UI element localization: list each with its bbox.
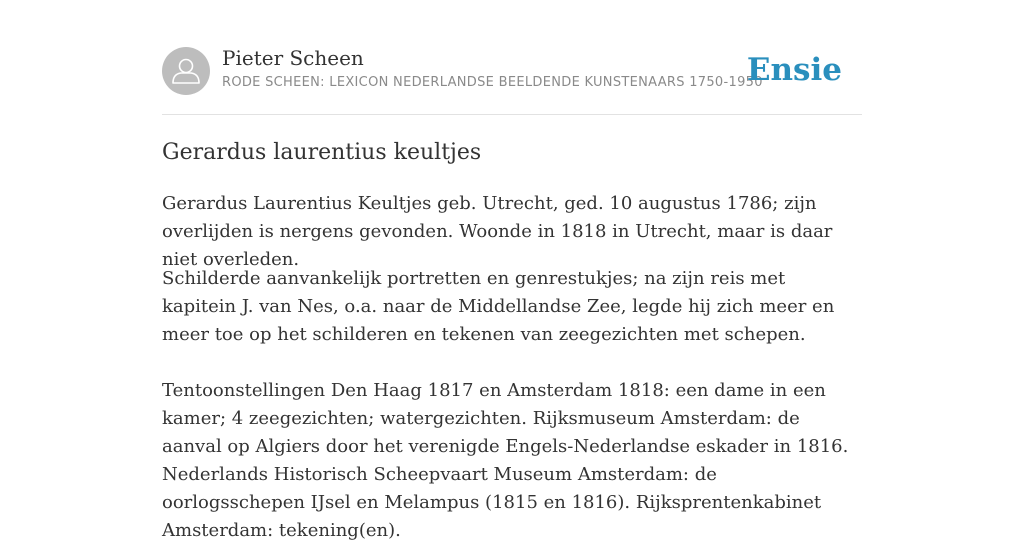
paragraph: Gerardus Laurentius Keultjes geb. Utrecht, ged. 10 augustus 1786; zijn overlijden is nergens gevonden. Woonde in 1818 in Utrecht, maar is daar niet overleden.: [162, 193, 833, 270]
paragraph: Schilderde aanvankelijk portretten en genrestukjes; na zijn reis met kapitein J. van Nes, o.a. naar de Middellandse Zee, legde hij zich meer en meer toe op het schilderen en tekenen van zeegezichten met schepen.: [162, 268, 835, 345]
source-name[interactable]: RODE SCHEEN: LEXICON NEDERLANDSE BEELDENDE KUNSTENAARS 1750-1950: [222, 75, 763, 90]
paragraph: Tentoonstellingen Den Haag 1817 en Amsterdam 1818: een dame in een kamer; 4 zeegezichten; watergezichten. Rijksmuseum Amsterdam: de aanval op Algiers door het verenigde Engels-Nederlandse eskader in 1816. Nederlands Historisch Scheepvaart Museum Amsterdam: de oorlogsschepen IJsel en Melampus (1815 en 1816). Rijksprentenkabinet Amsterdam: tekening(en).: [162, 380, 849, 541]
user-icon: [162, 47, 210, 95]
avatar: [162, 47, 210, 95]
page-title: Gerardus laurentius keultjes: [162, 140, 482, 165]
ensie-logo[interactable]: Ensie: [746, 52, 842, 88]
article-header: [162, 0, 862, 115]
author-name[interactable]: Pieter Scheen: [222, 46, 364, 70]
article-page: [162, 0, 862, 541]
